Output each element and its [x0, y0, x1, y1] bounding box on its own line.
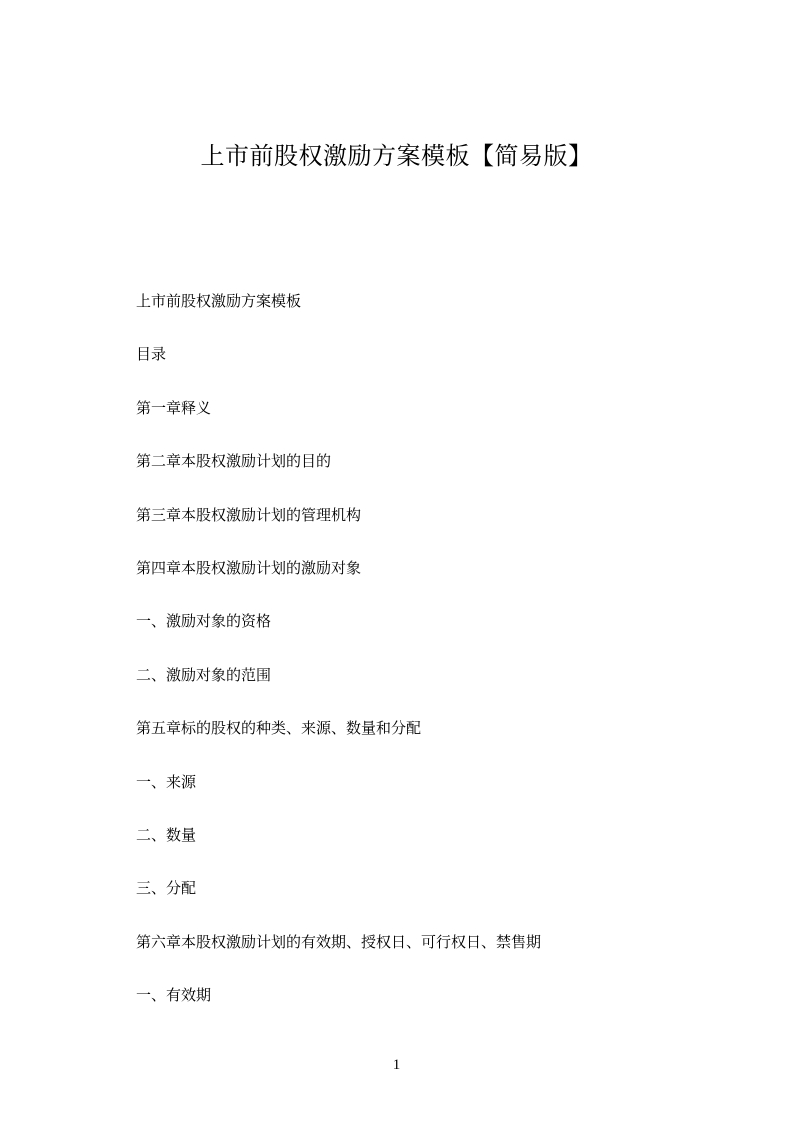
- toc-line: 第二章本股权激励计划的目的: [136, 452, 332, 471]
- page-number: 1: [392, 1057, 401, 1073]
- toc-line: 一、来源: [136, 772, 197, 791]
- toc-line: 一、激励对象的资格: [136, 612, 272, 631]
- toc-line: 三、分配: [136, 879, 197, 898]
- toc-line: 一、有效期: [136, 986, 212, 1005]
- toc-line: 第四章本股权激励计划的激励对象: [136, 558, 362, 577]
- table-of-contents: [136, 289, 541, 1036]
- toc-line: 第三章本股权激励计划的管理机构: [136, 505, 362, 524]
- toc-line: 第五章标的股权的种类、来源、数量和分配: [136, 719, 422, 738]
- toc-line: 目录: [136, 345, 167, 364]
- toc-line: 第六章本股权激励计划的有效期、授权日、可行权日、禁售期: [136, 932, 542, 951]
- toc-line: 第一章释义: [136, 398, 212, 417]
- toc-line: 二、数量: [136, 825, 197, 844]
- toc-line: 上市前股权激励方案模板: [136, 292, 302, 310]
- document-title: 上市前股权激励方案模板【简易版】: [200, 142, 593, 170]
- toc-line: 二、激励对象的范围: [136, 665, 272, 684]
